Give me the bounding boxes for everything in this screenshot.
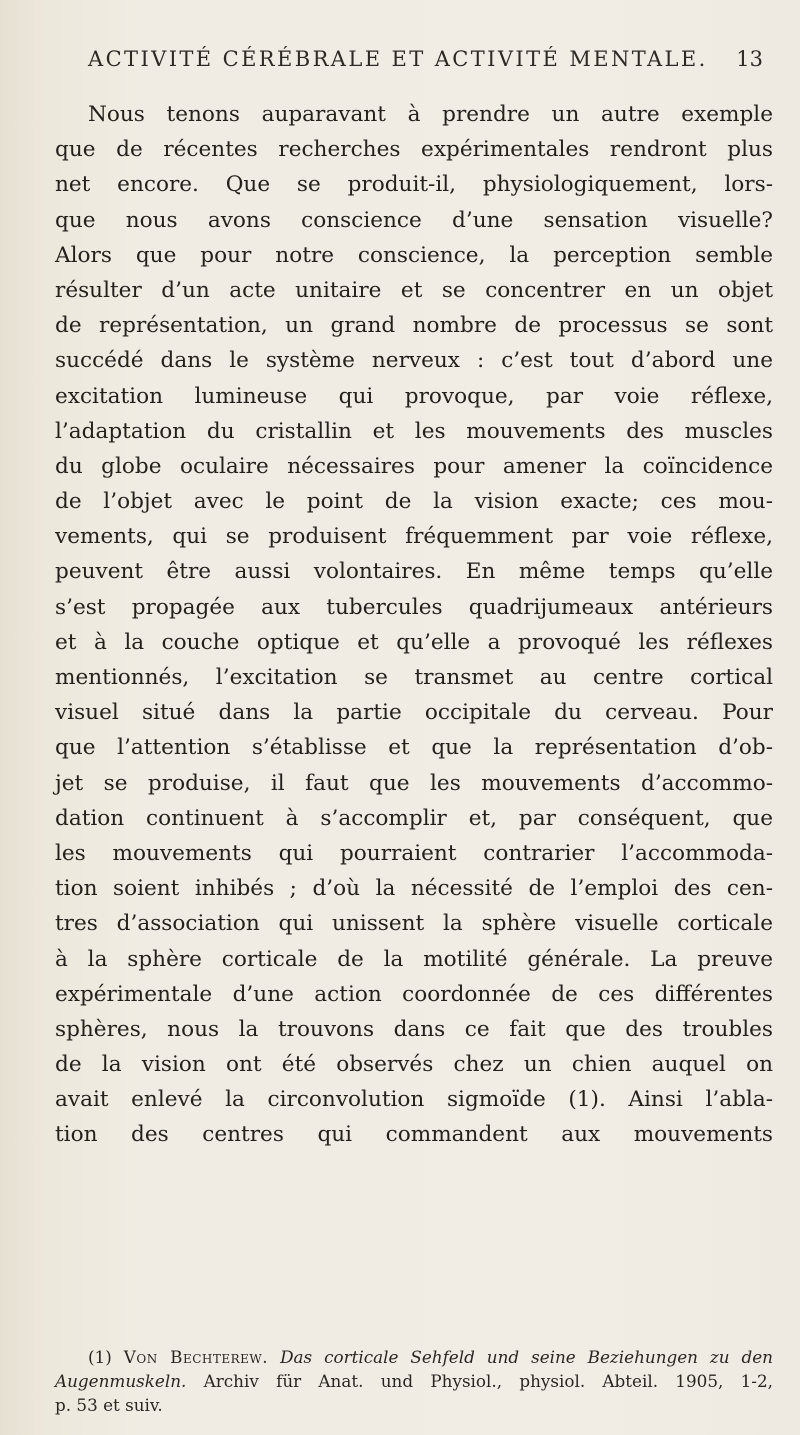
text-line: vements, qui se produisent fréquemment par voie réflexe, [55, 524, 773, 550]
footnote-source: Archiv für Anat. und Physiol., physiol. Abteil. 1905, 1-2, [203, 1371, 773, 1391]
text-line: que nous avons conscience d’une sensation visuelle? [55, 207, 773, 233]
running-title: ACTIVITÉ CÉRÉBRALE ET ACTIVITÉ MENTALE. [88, 47, 708, 71]
text-line: résulter d’un acte unitaire et se concentrer en un objet [55, 277, 773, 303]
text-line: succédé dans le système nerveux : c’est tout d’abord une [55, 348, 773, 374]
page-header [88, 47, 763, 87]
text-line: de représentation, un grand nombre de processus se sont [55, 313, 773, 339]
text-line: avait enlevé la circonvolution sigmoïde (1). Ainsi l’abla- [55, 1087, 773, 1113]
text-line: Alors que pour notre conscience, la perception semble [55, 242, 773, 268]
text-line: que l’attention s’établisse et que la représentation d’ob- [55, 735, 773, 761]
text-line: Nous tenons auparavant à prendre un autre exemple [88, 102, 773, 127]
text-line: de l’objet avec le point de la vision exacte; ces mou- [55, 489, 773, 515]
text-line: excitation lumineuse qui provoque, par voie réflexe, [55, 383, 773, 409]
text-line: sphères, nous la trouvons dans ce fait que des troubles [55, 1016, 773, 1042]
text-line: tres d’association qui unissent la sphère visuelle corticale [55, 911, 773, 937]
footnote-line [55, 1369, 773, 1393]
footnote-marker: (1) [88, 1347, 112, 1367]
text-line: visuel situé dans la partie occipitale du cerveau. Pour [55, 700, 773, 726]
body-paragraph [55, 97, 773, 1153]
text-line: tion des centres qui commandent aux mouvements [55, 1122, 773, 1148]
text-line: l’adaptation du cristallin et les mouvements des muscles [55, 418, 773, 444]
footnote-title-continued: Augenmuskeln. [55, 1371, 187, 1391]
text-line: expérimentale d’une action coordonnée de ces différentes [55, 981, 773, 1007]
footnote-author: Von Bechterew. [123, 1347, 269, 1367]
text-line: de la vision ont été observés chez un chien auquel on [55, 1052, 773, 1078]
text-line: à la sphère corticale de la motilité générale. La preuve [55, 946, 773, 972]
footnote-title: Das corticale Sehfeld und seine Beziehungen zu den [280, 1347, 773, 1367]
text-line: net encore. Que se produit-il, physiologiquement, lors- [55, 172, 773, 198]
footnote-line: p. 53 et suiv. [55, 1395, 163, 1415]
text-line: mentionnés, l’excitation se transmet au centre cortical [55, 665, 773, 690]
text-line: que de récentes recherches expérimentales rendront plus [55, 137, 773, 163]
text-line: du globe oculaire nécessaires pour amener la coïncidence [55, 453, 773, 479]
text-line: s’est propagée aux tubercules quadrijumeaux antérieurs [55, 594, 773, 620]
footnote-line [55, 1345, 773, 1369]
text-line: et à la couche optique et qu’elle a provoqué les réflexes [55, 629, 773, 655]
text-line: jet se produise, il faut que les mouvements d’accommo- [55, 770, 773, 796]
page-number: 13 [736, 47, 763, 71]
text-line: tion soient inhibés ; d’où la nécessité de l’emploi des cen- [55, 876, 773, 902]
text-line: dation continuent à s’accomplir et, par conséquent, que [55, 805, 773, 831]
text-line: peuvent être aussi volontaires. En même temps qu’elle [55, 559, 773, 585]
footnote [55, 1345, 773, 1417]
text-line: les mouvements qui pourraient contrarier l’accommoda- [55, 840, 773, 866]
